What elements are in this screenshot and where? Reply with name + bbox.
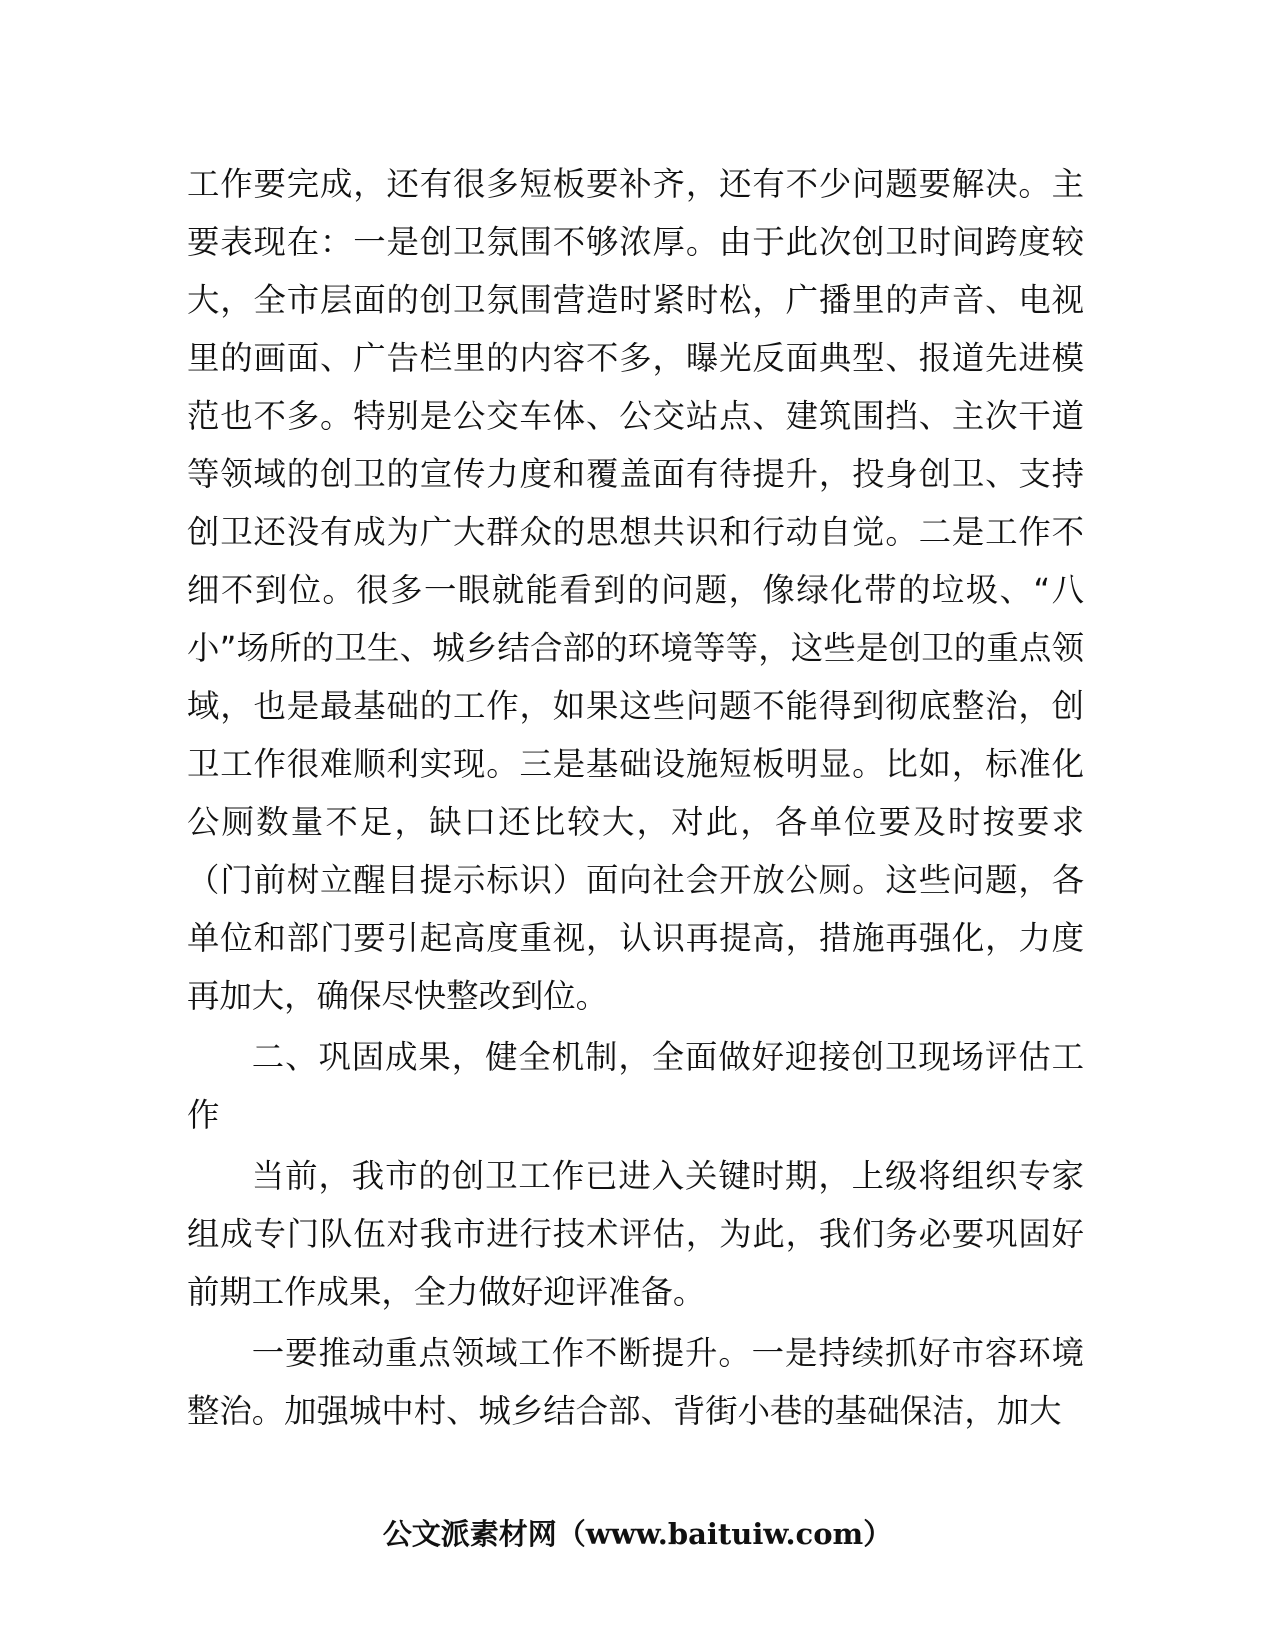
section-heading: 二、巩固成果，健全机制，全面做好迎接创卫现场评估工作 bbox=[187, 1038, 1084, 1134]
body-paragraph-2: 当前，我市的创卫工作已进入关键时期，上级将组织专家组成专门队伍对我市进行技术评估，为此，我们务必要巩固好前期工作成果，全力做好迎评准备。 bbox=[187, 1157, 1084, 1311]
footer-watermark: 公文派素材网（www.baituiw.com） bbox=[382, 1517, 893, 1551]
body-paragraph-1: 工作要完成，还有很多短板要补齐，还有不少问题要解决。主要表现在：一是创卫氛围不够浓厚。由于此次创卫时间跨度较大，全市层面的创卫氛围营造时紧时松，广播里的声音、电视里的画面、广告栏里的内容不多，曝光反面典型、报道先进模范也不多。特别是公交车体、公交站点、建筑围挡、主次干道等领域的创卫的宣传力度和覆盖面有待提升，投身创卫、支持创卫还没有成为广大群众的思想共识和行动自觉。二是工作不细不到位。很多一眼就能看到的问题，像绿化带的垃圾、“八小”场所的卫生、城乡结合部的环境等等，这些是创卫的重点领域，也是最基础的工作，如果这些问题不能得到彻底整治，创卫工作很难顺利实现。三是基础设施短板明显。比如，标准化公厕数量不足，缺口还比较大，对此，各单位要及时按要求（门前树立醒目提示标识）面向社会开放公厕。这些问题，各单位和部门要引起高度重视，认识再提高，措施再强化，力度再加大，确保尽快整改到位。 bbox=[187, 165, 1084, 1015]
body-paragraph-3: 一要推动重点领域工作不断提升。一是持续抓好市容环境整治。加强城中村、城乡结合部、背街小巷的基础保洁，加大 bbox=[187, 1334, 1084, 1430]
document-body bbox=[187, 155, 1084, 1443]
